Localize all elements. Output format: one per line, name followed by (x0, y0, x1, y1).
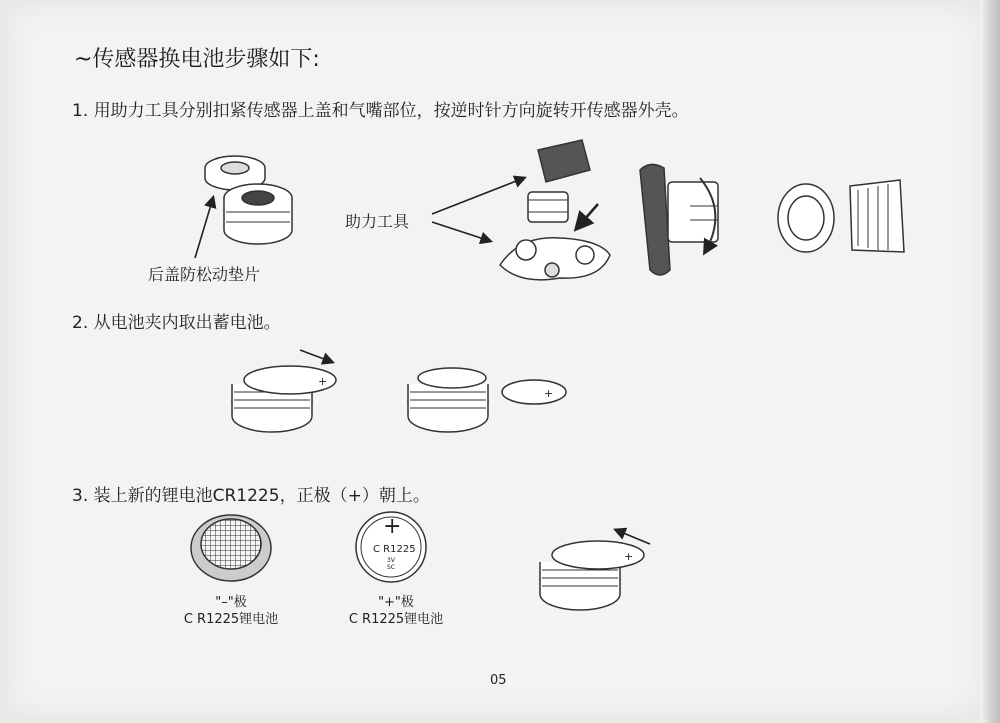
press-arrow (577, 204, 598, 228)
page-number: 05 (490, 673, 507, 688)
positive-caption-line2: C R1225锂电池 (348, 612, 444, 627)
sensor-exploded-illustration (205, 156, 292, 244)
rotating-sensor-illustration (640, 164, 718, 275)
coin-model-text: C R1225 (373, 544, 416, 555)
coin-plus-sign: + (383, 514, 402, 539)
battery-insert-illustration (540, 541, 644, 610)
svg-text:+: + (544, 387, 554, 400)
pad-pointer-arrow (195, 198, 213, 258)
opened-housing-illustration (778, 180, 904, 252)
coin-voltage-text: 3V (387, 557, 395, 564)
negative-caption-line1: "–"极 (215, 595, 247, 610)
coin-sc-text: SC (387, 564, 395, 571)
helper-tool-label: 助力工具 (345, 212, 410, 231)
slide-in-arrow (616, 530, 650, 544)
negative-coin-illustration (191, 515, 271, 581)
negative-coin-caption (170, 594, 292, 628)
positive-caption-line1: "+"极 (378, 595, 414, 610)
tool-arrow-down (432, 222, 490, 241)
step-3-text: 3. 装上新的锂电池CR1225，正极（+）朝上。 (72, 486, 430, 506)
step-2-text: 2. 从电池夹内取出蓄电池。 (72, 313, 281, 333)
page-heading: ~传感器换电池步骤如下: (74, 47, 320, 72)
positive-coin-caption (335, 594, 457, 628)
svg-text:+: + (624, 550, 634, 563)
step-1-text: 1. 用助力工具分别扣紧传感器上盖和气嘴部位，按逆时针方向旋转开传感器外壳。 (72, 101, 689, 121)
negative-caption-line2: C R1225锂电池 (183, 612, 279, 627)
svg-text:+: + (318, 375, 328, 388)
battery-removal-illustration (232, 366, 566, 432)
back-cover-pad-label: 后盖防松动垫片 (148, 265, 261, 284)
slide-out-arrow (300, 350, 332, 362)
tool-arrow-up (432, 178, 524, 214)
